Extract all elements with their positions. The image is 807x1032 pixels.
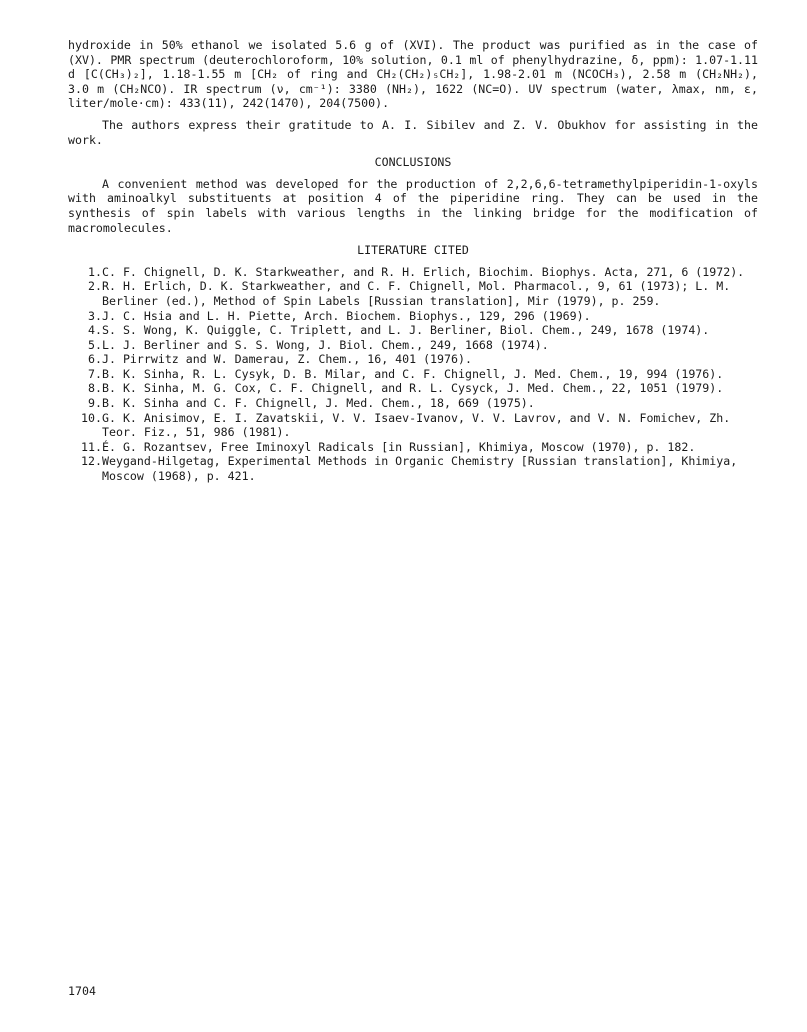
reference-text: J. C. Hsia and L. H. Piette, Arch. Biochem. Biophys., 129, 296 (1969). bbox=[102, 308, 591, 323]
reference-number: 2. bbox=[88, 279, 102, 294]
reference-text: B. K. Sinha, R. L. Cysyk, D. B. Milar, and C. F. Chignell, J. Med. Chem., 19, 994 (1976). bbox=[102, 366, 724, 381]
reference-number: 1. bbox=[88, 264, 102, 279]
page-content bbox=[68, 38, 758, 484]
reference-number: 8. bbox=[88, 381, 102, 396]
reference-text: B. K. Sinha and C. F. Chignell, J. Med. Chem., 18, 669 (1975). bbox=[102, 396, 535, 411]
reference-text: R. H. Erlich, D. K. Starkweather, and C. F. Chignell, Mol. Pharmacol., 9, 61 (1973); L. M. Berliner (ed.), Method of Spin Labels [Russian translation], Mir (1979), p. 259. bbox=[102, 279, 731, 308]
reference-text: S. S. Wong, K. Quiggle, C. Triplett, and L. J. Berliner, Biol. Chem., 249, 1678 (1974). bbox=[102, 323, 710, 338]
conclusions-text: A convenient method was developed for the production of 2,2,6,6-tetramethylpiperidin-1-oxyls with aminoalkyl substituents at position 4 of the piperidine ring. They can be used in the synthesis of spin labels with various lengths in the linking bridge for the modification of macromolecules. bbox=[68, 176, 758, 235]
reference-text: Weygand-Hilgetag, Experimental Methods in Organic Chemistry [Russian translation], Khimiya, Moscow (1968), p. 421. bbox=[102, 454, 738, 484]
reference-item bbox=[88, 366, 758, 382]
acknowledgment-paragraph: The authors express their gratitude to A. I. Sibilev and Z. V. Obukhov for assisting in the work. bbox=[68, 117, 758, 147]
literature-cited-heading: LITERATURE CITED bbox=[357, 243, 469, 258]
reference-number: 5. bbox=[88, 337, 102, 352]
reference-text: B. K. Sinha, M. G. Cox, C. F. Chignell, and R. L. Cysyck, J. Med. Chem., 22, 1051 (1979). bbox=[102, 381, 724, 396]
reference-item bbox=[88, 264, 758, 280]
reference-text: L. J. Berliner and S. S. Wong, J. Biol. Chem., 249, 1668 (1974). bbox=[102, 337, 549, 352]
reference-number: 4. bbox=[88, 323, 102, 338]
reference-number: 11. bbox=[81, 439, 102, 454]
reference-number: 7. bbox=[88, 366, 102, 381]
reference-text: J. Pirrwitz and W. Damerau, Z. Chem., 16, 401 (1976). bbox=[102, 352, 472, 367]
reference-item bbox=[81, 454, 758, 484]
reference-number: 9. bbox=[88, 396, 102, 411]
reference-number: 6. bbox=[88, 352, 102, 367]
reference-item bbox=[81, 439, 758, 455]
reference-number: 10. bbox=[81, 410, 102, 425]
reference-number: 12. bbox=[81, 454, 102, 469]
reference-item bbox=[88, 381, 758, 396]
reference-text: C. F. Chignell, D. K. Starkweather, and R. H. Erlich, Biochim. Biophys. Acta, 271, 6 (1972). bbox=[102, 264, 745, 279]
reference-item bbox=[88, 279, 758, 308]
reference-number: 3. bbox=[88, 308, 102, 323]
reference-item bbox=[88, 352, 758, 367]
reference-item bbox=[81, 410, 758, 440]
reference-text: G. K. Anisimov, E. I. Zavatskii, V. V. Isaev-Ivanov, V. V. Lavrov, and V. N. Fomichev, Zh. Teor. Fiz., 51, 986 (1981). bbox=[102, 410, 731, 440]
reference-text: É. G. Rozantsev, Free Iminoxyl Radicals [in Russian], Khimiya, Moscow (1970), p. 182. bbox=[102, 439, 696, 454]
body-paragraph-experimental: hydroxide in 50% ethanol we isolated 5.6 g of (XVI). The product was purified as in the case of (XV). PMR spectrum (deuterochloroform, 10% solution, 0.1 ml of phenylhydrazine, δ, ppm): 1.07-1.11 d [C(CH₃)₂], 1.18-1.55 m [CH₂ of ring and CH₂(CH₂)₅CH₂], 1.98-2.01 m (NCOCH₃), 2.58 m (CH₂NH₂), 3.0 m (CH₂NCO). IR spectrum (ν, cm⁻¹): 3380 (NH₂), 1622 (NC=O). UV spectrum (water, λmax, nm, ε, liter/mole·cm): 433(11), 242(1470), 204(7500). bbox=[68, 38, 758, 111]
reference-item bbox=[88, 323, 758, 338]
conclusions-heading: CONCLUSIONS bbox=[374, 155, 452, 170]
page-number: 1704 bbox=[68, 984, 96, 998]
reference-item bbox=[88, 308, 758, 324]
reference-item bbox=[88, 396, 758, 411]
reference-list bbox=[68, 265, 758, 484]
reference-item bbox=[88, 337, 758, 353]
